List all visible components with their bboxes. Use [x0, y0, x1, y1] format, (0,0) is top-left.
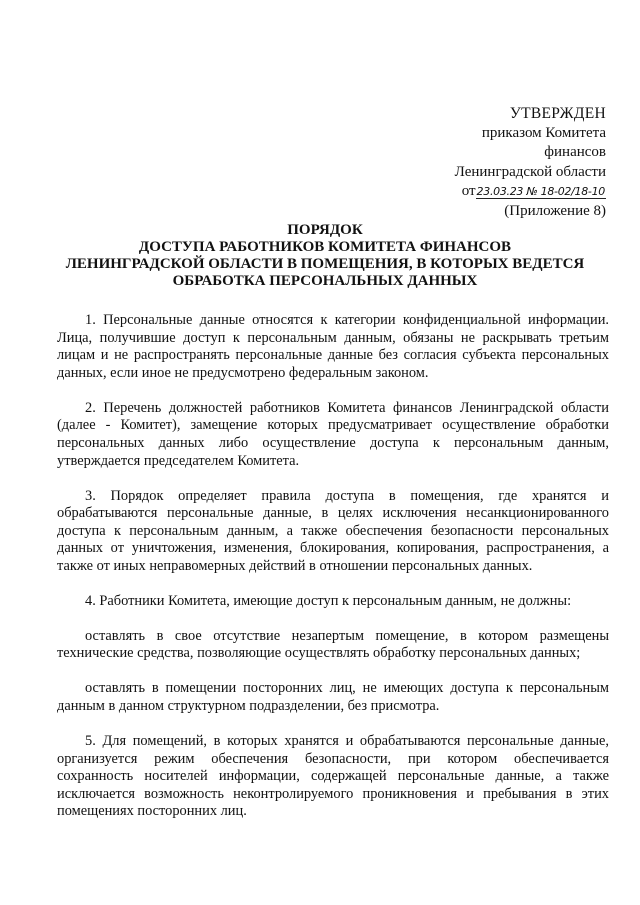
- paragraph-1: 1. Персональные данные относятся к категории конфиденциальной информации. Лица, получившие доступ к персональным данным, обязаны не раскрывать третьим лицам и не распространять персональные данные без согласия субъекта персональных данных, если иное не предусмотрено федеральным законом.: [57, 312, 609, 381]
- title-line-2: ДОСТУПА РАБОТНИКОВ КОМИТЕТА ФИНАНСОВ: [138, 239, 512, 255]
- paragraph-5: 5. Для помещений, в которых хранятся и обрабатываются персональные данные, организуется режим обеспечения безопасности, при котором обеспечивается сохранность носителей информации, содержащей персональные данные, а также исключается возможность неконтролируемого проникновения и пребывания в этих помещениях посторонних лиц.: [57, 733, 609, 820]
- approval-stamp-block: [455, 104, 606, 221]
- approval-heading: УТВЕРЖДЕН: [509, 105, 606, 122]
- approval-date-prefix: от: [461, 183, 476, 199]
- title-line-3: ЛЕНИНГРАДСКОЙ ОБЛАСТИ В ПОМЕЩЕНИЯ, В КОТОРЫХ ВЕДЕТСЯ: [65, 256, 585, 272]
- handwritten-date-number: 23.03.23 № 18-02/18-10: [476, 185, 605, 198]
- title-line-4: ОБРАБОТКА ПЕРСОНАЛЬНЫХ ДАННЫХ: [172, 273, 478, 289]
- approval-order-line: приказом Комитета: [481, 124, 606, 141]
- title-line-1: ПОРЯДОК: [287, 222, 363, 238]
- approval-region-line: Ленинградской области: [454, 163, 606, 180]
- paragraph-4-item-1: оставлять в свое отсутствие незапертым помещение, в котором размещены технические средства, позволяющие осуществлять обработку персональных данных;: [57, 627, 609, 662]
- paragraph-2: 2. Перечень должностей работников Комитета финансов Ленинградской области (далее - Комитет), замещение которых предусматривает осуществление обработки персональных данных либо осуществление доступа к персональным данным, утверждается председателем Комитета.: [57, 399, 609, 469]
- paragraph-4-item-2: оставлять в помещении посторонних лиц, не имеющих доступа к персональным данным в данном структурном подразделении, без присмотра.: [57, 680, 609, 715]
- paragraph-3: 3. Порядок определяет правила доступа в помещения, где хранятся и обрабатываются персональные данные, в целях исключения несанкционированного доступа к персональным данным, а также обеспечения безопасности персональных данных от уничтожения, изменения, блокирования, копирования, распространения, а также от иных неправомерных действий в отношении персональных данных.: [57, 487, 609, 574]
- document-title: [60, 222, 590, 290]
- document-body: [57, 312, 609, 821]
- paragraph-4: 4. Работники Комитета, имеющие доступ к персональным данным, не должны:: [85, 592, 572, 609]
- approval-committee-line: финансов: [544, 144, 606, 160]
- appendix-label: (Приложение 8): [504, 202, 606, 219]
- approval-date-line: [455, 182, 606, 202]
